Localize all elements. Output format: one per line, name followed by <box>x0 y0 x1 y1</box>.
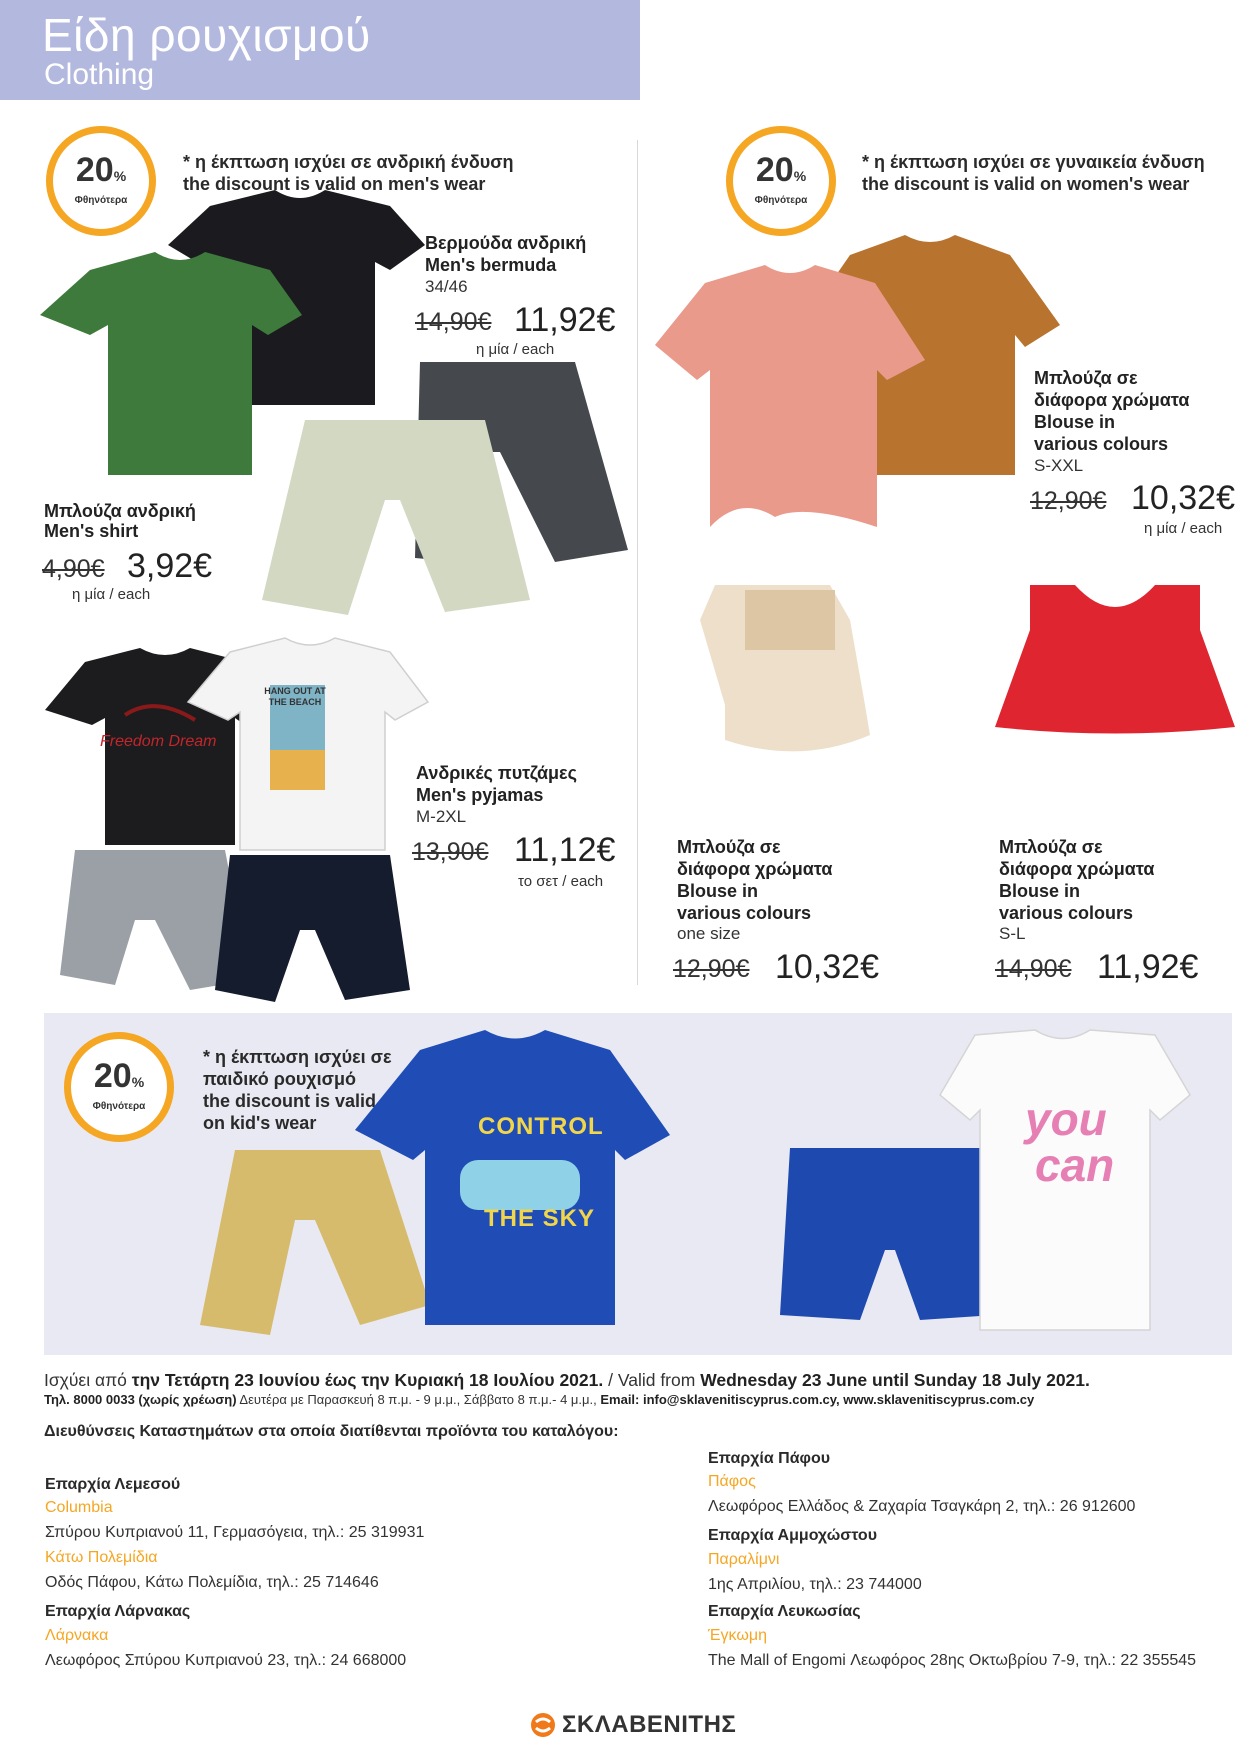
store-town: Λάρνακα <box>45 1627 109 1644</box>
product-size: S-XXL <box>1034 456 1084 475</box>
new-price: 3,92€ <box>127 547 213 585</box>
goggles-print-image <box>460 1160 580 1210</box>
red-blouse-image <box>995 585 1235 734</box>
contact-line: Τηλ. 8000 0033 (χωρίς χρέωση) Δευτέρα με Παρασκευή 8 π.μ. - 9 μ.μ., Σάββατο 8 π.μ.- 4 μ.μ., Email: info@sklavenitiscyprus.com.cy, www.sklavenitiscyprus.com.cy <box>44 1392 1035 1407</box>
old-price: 13,90€ <box>412 838 489 866</box>
beige-bermuda-image <box>262 420 530 615</box>
product-name-gr: Ανδρικές πυτζάμες <box>416 763 577 783</box>
store-address: Σπύρου Κυπριανού 11, Γερμασόγεια, τηλ.: 25 319931 <box>45 1524 425 1541</box>
product-name-en: Men's bermuda <box>425 255 557 275</box>
price-unit: η μία / each <box>476 341 555 358</box>
product-name-gr-l2: διάφορα χρώματα <box>677 859 833 879</box>
brand-name: ΣΚΛΑΒΕΝΙΤΗΣ <box>562 1711 737 1738</box>
page-title: Είδη ρουχισμού <box>42 9 371 61</box>
girls-tshirt-print-top: you <box>1025 1093 1107 1145</box>
store-town: Κάτω Πολεμίδια <box>45 1549 158 1566</box>
old-price: 14,90€ <box>415 308 492 336</box>
pyjama-black-print-text: Freedom Dream <box>100 733 217 750</box>
discount-badge-womens: 20% Φθηνότερα <box>726 126 836 236</box>
product-name-gr: Μπλούζα ανδρική <box>44 501 196 521</box>
product-name-en-l1: Blouse in <box>677 881 759 901</box>
store-address: Λεωφόρος Σπύρου Κυπριανού 23, τηλ.: 24 668000 <box>45 1652 407 1669</box>
old-price: 14,90€ <box>995 955 1072 983</box>
khaki-shorts-image <box>200 1150 430 1335</box>
store-town: Παραλίμνι <box>708 1551 780 1568</box>
brand-logo <box>530 1712 736 1738</box>
discount-badge-mens: 20% Φθηνότερα <box>46 126 156 236</box>
product-size: one size <box>677 924 741 943</box>
price-unit: το σετ / each <box>518 873 604 890</box>
old-price: 4,90€ <box>42 555 105 583</box>
product-name-en-l2: various colours <box>1034 434 1169 454</box>
new-price: 10,32€ <box>775 948 879 986</box>
mens-discount-note-gr: * η έκπτωση ισχύει σε ανδρική ένδυση <box>183 152 514 172</box>
product-name-en-l1: Blouse in <box>999 881 1081 901</box>
page-subtitle: Clothing <box>44 58 155 91</box>
price-unit: η μία / each <box>1144 520 1223 537</box>
product-name-en-l1: Blouse in <box>1034 412 1116 432</box>
product-name-en: Men's shirt <box>44 521 139 541</box>
kids-discount-note-l1: * η έκπτωση ισχύει σε <box>203 1047 392 1067</box>
discount-badge-kids: 20% Φθηνότερα <box>64 1032 174 1142</box>
store-town: Columbia <box>45 1499 113 1516</box>
pyjama-print-text: HANG OUT AT THE BEACH <box>264 686 326 707</box>
product-name-en: Men's pyjamas <box>416 785 544 805</box>
mens-discount-note-en: the discount is valid on men's wear <box>183 174 486 194</box>
store-province: Επαρχία Αμμοχώστου <box>708 1527 877 1544</box>
store-town: Έγκωμη <box>708 1627 767 1644</box>
beach-print-sun-image <box>270 750 325 790</box>
old-price: 12,90€ <box>673 955 750 983</box>
new-price: 11,12€ <box>514 831 616 869</box>
store-province: Επαρχία Λάρνακας <box>45 1603 191 1620</box>
product-size: S-L <box>999 924 1026 943</box>
store-address: 1ης Απριλίου, τηλ.: 23 744000 <box>708 1576 922 1593</box>
navy-pyjama-shorts-image <box>215 855 410 1002</box>
womens-discount-note-en: the discount is valid on women's wear <box>862 174 1190 194</box>
store-address: Λεωφόρος Ελλάδος & Ζαχαρία Τσαγκάρη 2, τηλ.: 26 912600 <box>708 1498 1136 1515</box>
product-name-gr: Βερμούδα ανδρική <box>425 233 587 253</box>
brand-logo-icon <box>530 1712 556 1738</box>
product-size: M-2XL <box>416 807 467 826</box>
store-province: Επαρχία Πάφου <box>708 1450 831 1467</box>
kids-tshirt-print-top: CONTROL <box>478 1113 604 1140</box>
girls-tshirt-print-bottom: can <box>1035 1139 1115 1191</box>
lace-yoke-image <box>745 590 835 650</box>
blue-girls-shorts-image <box>780 1148 995 1320</box>
product-name-gr-l2: διάφορα χρώματα <box>1034 390 1190 410</box>
product-name-en-l2: various colours <box>677 903 812 923</box>
section-divider <box>637 140 638 985</box>
new-price: 10,32€ <box>1131 479 1235 517</box>
product-name-gr-l1: Μπλούζα σε <box>1034 368 1138 388</box>
product-name-gr-l1: Μπλούζα σε <box>999 837 1103 857</box>
new-price: 11,92€ <box>1097 948 1199 986</box>
product-size: 34/46 <box>425 277 468 296</box>
kids-discount-note-l4: on kid's wear <box>203 1113 317 1133</box>
store-address: Οδός Πάφου, Κάτω Πολεμίδια, τηλ.: 25 714646 <box>45 1574 379 1591</box>
new-price: 11,92€ <box>514 301 616 339</box>
stores-heading: Διευθύνσεις Καταστημάτων στα οποία διατίθενται προϊόντα του καταλόγου: <box>44 1423 619 1440</box>
store-address: The Mall of Engomi Λεωφόρος 28ης Οκτωβρίου 7-9, τηλ.: 22 355545 <box>708 1652 1197 1669</box>
store-province: Επαρχία Λεμεσού <box>45 1476 181 1493</box>
validity-line: Ισχύει από την Τετάρτη 23 Ιουνίου έως την Κυριακή 18 Ιουλίου 2021. / Valid from Wednesday 23 June until Sunday 18 July 2021. <box>44 1370 1090 1390</box>
store-province: Επαρχία Λευκωσίας <box>708 1603 861 1620</box>
womens-discount-note-gr: * η έκπτωση ισχύει σε γυναικεία ένδυση <box>862 152 1205 172</box>
price-unit: η μία / each <box>72 586 151 603</box>
product-name-en-l2: various colours <box>999 903 1134 923</box>
old-price: 12,90€ <box>1030 487 1107 515</box>
store-town: Πάφος <box>708 1473 756 1490</box>
kids-tshirt-print-bottom: THE SKY <box>484 1205 596 1232</box>
product-name-gr-l1: Μπλούζα σε <box>677 837 781 857</box>
product-name-gr-l2: διάφορα χρώματα <box>999 859 1155 879</box>
kids-discount-note-l3: the discount is valid <box>203 1091 377 1111</box>
kids-discount-note-l2: παιδικό ρουχισμό <box>203 1069 356 1089</box>
